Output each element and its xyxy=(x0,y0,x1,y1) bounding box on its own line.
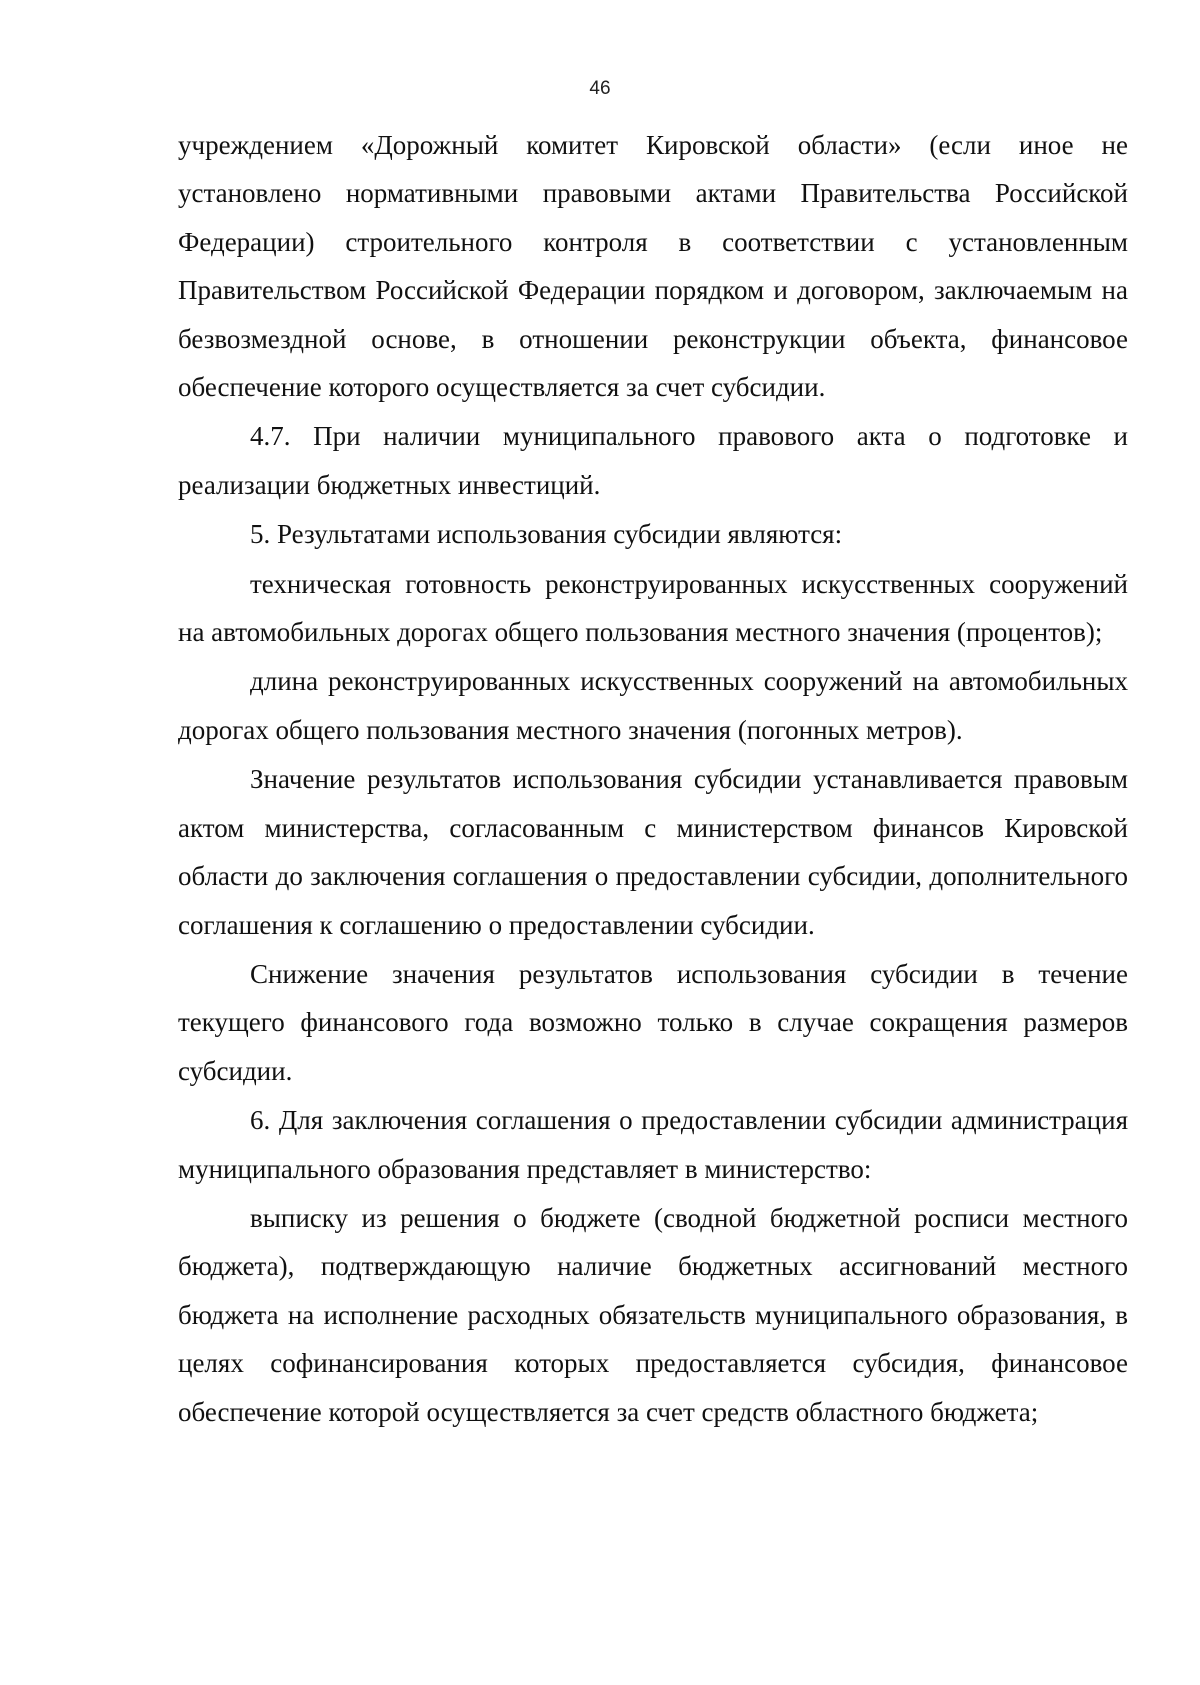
paragraph-6-agreement: 6. Для заключения соглашения о предоставлении субсидии администрация муниципального образования представляет в министерство: xyxy=(178,1105,1128,1184)
paragraph-length: длина реконструированных искусственных сооружений на автомобильных дорогах общего пользования местного значения (погонных метров). xyxy=(178,666,1128,745)
page-number: 46 xyxy=(589,78,611,99)
paragraph-technical-readiness: техническая готовность реконструированных искусственных сооружений на автомобильных дорогах общего пользования местного значения (процентов); xyxy=(178,568,1128,648)
document-body xyxy=(178,121,1128,1436)
paragraph-4-7: 4.7. При наличии муниципального правового акта о подготовке и реализации бюджетных инвестиций. xyxy=(178,421,1128,500)
paragraph-results-reduction: Снижение значения результатов использования субсидии в течение текущего финансового года возможно только в случае сокращения размеров субсидии. xyxy=(178,958,1128,1086)
paragraph-5-results: 5. Результатами использования субсидии являются: xyxy=(250,519,843,550)
paragraph-results-value: Значение результатов использования субсидии устанавливается правовым актом министерства, согласованным с министерством финансов Кировской области до заключения соглашения о предоставлении субсидии, дополнительного соглашения к соглашению о предоставлении субсидии. xyxy=(178,764,1128,940)
paragraph-continuation: учреждением «Дорожный комитет Кировской области» (если иное не установлено нормативными правовыми актами Правительства Российской Федерации) строительного контроля в соответствии с установленным Правительством Российской Федерации порядком и договором, заключаемым на безвозмездной основе, в отношении реконструкции объекта, финансовое обеспечение которого осуществляется за счет субсидии. xyxy=(178,130,1128,403)
paragraph-budget-extract: выписку из решения о бюджете (сводной бюджетной росписи местного бюджета), подтверждающую наличие бюджетных ассигнований местного бюджета на исполнение расходных обязательств муниципального образования, в целях софинансирования которых предоставляется субсидия, финансовое обеспечение которой осуществляется за счет средств областного бюджета; xyxy=(178,1202,1128,1427)
